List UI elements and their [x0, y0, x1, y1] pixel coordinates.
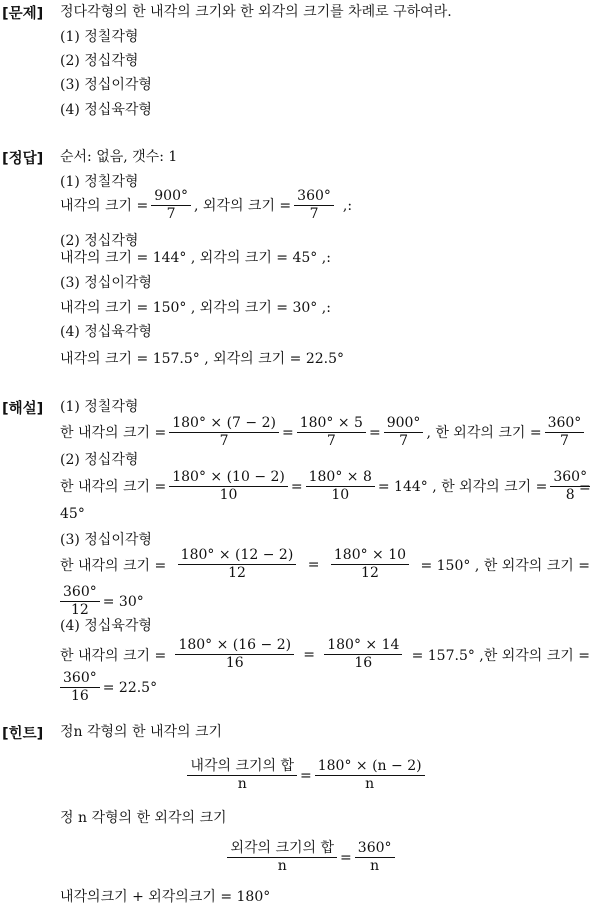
answer-4-line: 내각의 크기 = 157.5° , 외각의 크기 = 22.5° [60, 351, 345, 367]
hint-formula-1-eq: = [300, 767, 312, 784]
problem-item-3: (3) 정십이각형 [60, 77, 152, 93]
answer-2-title: (2) 정십각형 [60, 233, 139, 249]
solution-1-fraction-3 [384, 415, 424, 450]
solution-3-fraction-1 [178, 547, 297, 582]
answer-1-suffix: ,: [342, 197, 353, 214]
solution-2-title: (2) 정십각형 [60, 452, 139, 468]
fraction-denominator: 12 [70, 602, 89, 618]
solution-2-mid: = 144° , 한 외각의 크기 = [377, 478, 548, 495]
solution-2-tail: = [579, 480, 591, 496]
answer-3-line: 내각의 크기 = 150° , 외각의 크기 = 30° ,: [60, 300, 331, 316]
hint-fraction-4 [355, 840, 395, 875]
fraction-denominator: 7 [326, 433, 336, 449]
solution-1-title: (1) 정칠각형 [60, 399, 139, 415]
solution-1-prefix: 한 내각의 크기 = [60, 424, 167, 441]
hint-fraction-1 [187, 758, 297, 793]
answer-2-line: 내각의 크기 = 144° , 외각의 크기 = 45° ,: [60, 250, 331, 266]
fraction-denominator: 7 [219, 433, 229, 449]
fraction-denominator: 8 [565, 487, 575, 503]
solution-4-result: = 22.5° [102, 679, 158, 696]
fraction-numerator: 180° × (7 − 2) [169, 415, 279, 433]
fraction-denominator: 10 [331, 487, 350, 503]
answer-1-line [60, 188, 352, 223]
solution-label: [해설] [2, 401, 44, 417]
fraction-numerator: 180° × (10 − 2) [169, 469, 288, 487]
solution-4-fraction-2 [324, 637, 402, 672]
solution-1-line: 한 내각의 크기 = $\frac{180^\circ \times (7 - 2)}{7}$ = $\frac{180^\circ \times 5}{7}$ = $\frac{900^\circ}{7}$ , 한 외각의 크기 = $\frac{360^\circ}{7}$ [60, 415, 587, 450]
fraction-numerator: 360° [60, 584, 100, 602]
solution-2-fraction-2 [306, 469, 375, 504]
solution-1-mid: , 한 외각의 크기 = [426, 424, 542, 441]
fraction-denominator: 7 [559, 433, 569, 449]
solution-1-fraction-4 [545, 415, 585, 450]
fraction-denominator: n [370, 858, 380, 874]
answer-1-prefix: 내각의 크기 = [60, 197, 149, 214]
problem-label: [문제] [2, 6, 44, 22]
solution-3-title: (3) 정십이각형 [60, 532, 152, 548]
fraction-denominator: 16 [225, 655, 244, 671]
fraction-numerator: 360° [294, 188, 334, 206]
fraction-numerator: 360° [355, 840, 395, 858]
fraction-denominator: 7 [166, 206, 176, 222]
problem-question: 정다각형의 한 내각의 크기와 한 외각의 크기를 차례로 구하여라. [60, 4, 452, 20]
fraction-numerator: 900° [151, 188, 191, 206]
solution-1-fraction-2 [297, 415, 366, 450]
answer-3-title: (3) 정십이각형 [60, 275, 152, 291]
hint-formula-2-eq: = [340, 849, 352, 866]
fraction-numerator: 360° [60, 670, 100, 688]
problem-item-2: (2) 정십각형 [60, 53, 139, 69]
hint-formula-1 [0, 758, 592, 793]
solution-3-line [60, 547, 590, 582]
fraction-denominator: 7 [309, 206, 319, 222]
solution-4-fraction-1 [175, 637, 294, 672]
fraction-denominator: n [277, 858, 287, 874]
answer-1-interior-fraction [151, 188, 191, 223]
hint-formula-2 [0, 840, 592, 875]
solution-2-line: 한 내각의 크기 = $\frac{180^\circ \times (10 - 2)}{10}$ = $\frac{180^\circ \times 8}{10}$ = 144° , 한 외각의 크기 = $\frac{360^\circ}{8}$ [60, 469, 592, 504]
problem-item-1: (1) 정칠각형 [60, 29, 139, 45]
solution-2-fraction-1 [169, 469, 288, 504]
solution-2-wrap: 45° [60, 506, 85, 522]
fraction-numerator: 내각의 크기의 합 [187, 758, 297, 776]
solution-4-title: (4) 정십육각형 [60, 618, 152, 634]
fraction-denominator: 16 [354, 655, 373, 671]
answer-1-title: (1) 정칠각형 [60, 174, 139, 190]
solution-3-eq: = [307, 556, 320, 573]
fraction-denominator: 16 [70, 688, 89, 704]
fraction-denominator: 12 [361, 565, 379, 581]
hint-line-2: 정 n 각형의 한 외각의 크기 [60, 810, 227, 826]
fraction-denominator: 7 [399, 433, 409, 449]
solution-3-result-line [57, 584, 144, 619]
fraction-numerator: 외각의 크기의 합 [227, 840, 337, 858]
problem-item-4: (4) 정십육각형 [60, 102, 152, 118]
solution-4-mid: = 157.5° ,한 외각의 크기 = [411, 647, 590, 664]
fraction-denominator: 10 [219, 487, 238, 503]
answer-meta: 순서: 없음, 갯수: 1 [60, 149, 178, 165]
solution-4-prefix: 한 내각의 크기 = [60, 647, 167, 664]
fraction-numerator: 360° [550, 469, 590, 487]
fraction-denominator: 12 [228, 565, 246, 581]
solution-4-eq: = [303, 646, 316, 663]
solution-3-result: = 30° [102, 593, 144, 610]
solution-3-mid: = 150° , 한 외각의 크기 = [420, 557, 590, 574]
solution-4-line [60, 637, 590, 672]
fraction-numerator: 180° × 14 [324, 637, 402, 655]
fraction-numerator: 180° × (n − 2) [315, 758, 425, 776]
solution-4-fraction-3 [60, 670, 100, 705]
answer-1-mid: , 외각의 크기 = [194, 197, 292, 214]
fraction-numerator: 900° [384, 415, 424, 433]
solution-3-fraction-3 [60, 584, 100, 619]
hint-line-1: 정n 각형의 한 내각의 크기 [60, 724, 223, 740]
fraction-numerator: 180° × (12 − 2) [178, 547, 297, 565]
hint-fraction-3 [227, 840, 337, 875]
solution-2-prefix: 한 내각의 크기 = [60, 478, 167, 495]
hint-label: [힌트] [2, 726, 44, 742]
fraction-numerator: 180° × 5 [297, 415, 366, 433]
fraction-numerator: 180° × 8 [306, 469, 375, 487]
answer-1-exterior-fraction [294, 188, 334, 223]
solution-3-fraction-2 [331, 547, 409, 582]
solution-3-prefix: 한 내각의 크기 = [60, 557, 167, 574]
solution-1-fraction-1 [169, 415, 279, 450]
fraction-numerator: 180° × (16 − 2) [175, 637, 294, 655]
fraction-denominator: n [237, 776, 247, 792]
solution-4-result-line [57, 670, 157, 705]
answer-4-title: (4) 정십육각형 [60, 324, 152, 340]
fraction-denominator: n [365, 776, 375, 792]
hint-line-3: 내각의크기 + 외각의크기 = 180° [60, 889, 271, 905]
fraction-numerator: 180° × 10 [331, 547, 409, 565]
answer-label: [정답] [2, 151, 44, 167]
fraction-numerator: 360° [545, 415, 585, 433]
hint-fraction-2 [315, 758, 425, 793]
